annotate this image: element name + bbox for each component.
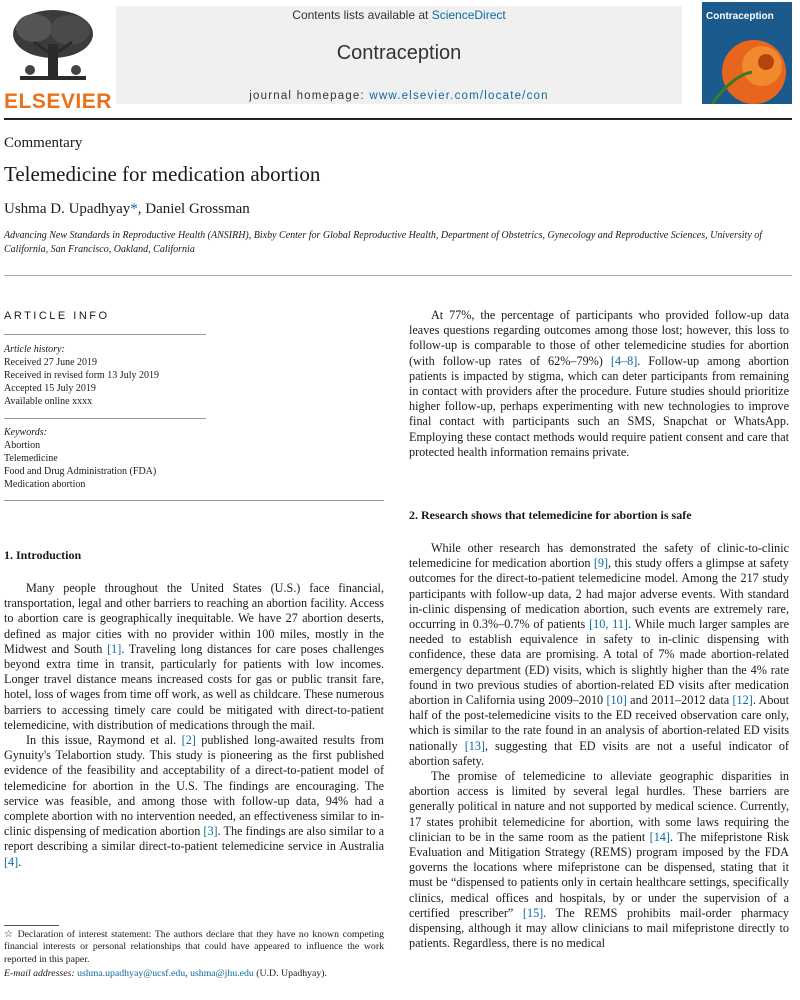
text-run: In this issue, Raymond et al. (26, 733, 182, 748)
email-separator: , (185, 968, 191, 979)
citation-link[interactable]: [2] (181, 733, 196, 748)
contents-prefix: Contents lists available at (292, 8, 432, 22)
author-upadhyay[interactable]: Ushma D. Upadhyay (4, 201, 131, 217)
text-run: Many people throughout the United States (U.S.) face financial, transportation, legal and other barriers to reaching an abortion facility. Access to abortion care is geographically inequitable. We have 27 abortion deserts, defined as major cities with no provider within 100 miles, mostly in the Midwest and South (4, 581, 384, 656)
text-run: . (18, 854, 22, 869)
keywords (4, 426, 204, 491)
elsevier-logo[interactable] (4, 6, 112, 113)
author-grossman[interactable]: , Daniel Grossman (137, 201, 250, 217)
cover-title: Contraception (706, 11, 774, 22)
history-item: Available online xxxx (4, 396, 93, 407)
affiliation-divider (4, 275, 792, 276)
text-run: . Follow-up among abortion patients is impacted by stigma, which can deter participants from remaining in contact with providers after the procedure. Future studies should prioritize higher follow-up, perhaps experimenting with new technologies to improve final contact with participants such an SMS, Snapchat or WhatsApp. Employing these contact methods would require patient consent and care that protected health information remains private. (409, 353, 789, 459)
author-list (4, 201, 250, 218)
text-run: . About half of the post-telemedicine visits to the ED received observation care only, which is similar to the rate found in an analysis of abortion-related ED visits nationally (409, 693, 790, 753)
intro-heading: 1. Introduction (4, 548, 82, 562)
text-run: . Traveling long distances for care poses challenges beyond extra time in transit, particularly for patients with low incomes. Longer travel distance means increased costs for gas or public transit fare, hotel, loss of wages from time off work, as well as childcare. These numerous barriers to accessing timely care could be mitigated with direct-to-patient telemedicine, with distribution of medications through the mail. (4, 641, 384, 732)
section-2-body (409, 541, 789, 951)
contents-line (116, 8, 682, 22)
header-divider (4, 118, 792, 120)
text-run: The promise of telemedicine to alleviate geographic disparities in abortion access is limited by several legal hurdles. These barriers are generally political in nature and not supported by medical science. Currently, 17 states prohibit telemedicine for abortion, with some laws requiring the clinician to be in the same room as the patient (409, 769, 789, 844)
email-link-ucsf[interactable]: ushma.upadhyay@ucsf.edu (77, 968, 186, 979)
text-run: While other research has demonstrated the safety of clinic-to-clinic telemedicine for medication abortion (409, 541, 789, 571)
citation-link[interactable]: [1] (107, 641, 122, 656)
info-bottom-divider (4, 500, 384, 501)
text-run: , suggesting that ED visits are not a useful indicator of abortion safety. (409, 738, 789, 768)
text-run: published long-awaited results from Gynuity's Telabortion study. This study is pioneering as the first published evidence of the feasibility and acceptability of a direct-to-patient model of telemedicine for abortion in the U.S. The findings are encouraging. The service was feasible, and among those with follow-up data, 94% had a complete abortion with no intervention needed, an effectiveness similar to in-clinic dispensing of medication abortion (4, 733, 384, 839)
citation-link[interactable]: [13] (464, 738, 485, 753)
affiliation: Advancing New Standards in Reproductive Health (ANSIRH), Bixby Center for Global Reproductive Health, Department of Obstetrics, Gynecology and Reproductive Sciences, University of California, San Francisco, Oakland, California (4, 230, 763, 255)
section-2-heading: 2. Research shows that telemedicine for abortion is safe (409, 508, 692, 522)
article-info-divider (4, 334, 206, 335)
homepage-line (116, 90, 682, 102)
text-run: . The mifepristone Risk Evaluation and Mitigation Strategy (REMS) program imposed by the FDA governs the locations where mifepristone can be dispensed, stating that it must be “dispensed to patients only in certain healthcare settings, specifically clinics, medical offices and hospitals, by or under the supervision of a certified prescriber” (409, 829, 789, 920)
text-run: . While much larger samples are needed to establish equivalence in safety to in-clinic dispensing with confidence, these data are promising. A total of 7% made abortion-related emergency department (ED) visits, which is slightly higher than the 4% rate found in two previous studies of abortion-related ED visits after medication abortion in California using 2009–2010 (409, 617, 789, 708)
citation-link[interactable]: [14] (649, 829, 670, 844)
article-info-heading: ARTICLE INFO (4, 310, 110, 322)
keyword-item: Abortion (4, 440, 41, 451)
homepage-prefix: journal homepage: (249, 90, 370, 102)
article-history (4, 343, 204, 408)
citation-link[interactable]: [10] (606, 693, 627, 708)
sciencedirect-link[interactable]: ScienceDirect (431, 8, 506, 22)
email-label: E-mail addresses: (4, 968, 78, 979)
text-run: , this study offers a glimpse at safety outcomes for the direct-to-patient telemedicine model. Among the 217 study participants with follow-up data, 2 had major adverse events. With standard in-clinic dispensing of medication abortion, such events are extremely rare, occurring in 0.3%–0.7% of patients (409, 556, 789, 632)
citation-link[interactable]: [4] (4, 854, 19, 869)
flower-icon (702, 26, 792, 104)
followup-body (409, 308, 789, 460)
elsevier-tree-icon (4, 6, 102, 90)
intro-paragraph-2 (4, 733, 384, 870)
keywords-label: Keywords: (4, 427, 47, 438)
citation-link[interactable]: [9] (593, 556, 609, 571)
email-suffix: (U.D. Upadhyay). (253, 968, 327, 979)
safety-paragraph (409, 541, 789, 769)
text-run: and 2011–2012 data (626, 693, 733, 708)
keyword-item: Medication abortion (4, 479, 86, 490)
citation-link[interactable]: [4–8] (610, 353, 638, 368)
text-run: . The findings are also similar to a report describing a similar direct-to-patient telemedicine service in Australia (4, 824, 384, 854)
citation-link[interactable]: [15] (522, 905, 544, 920)
homepage-link[interactable]: www.elsevier.com/locate/con (369, 90, 549, 102)
citation-link[interactable]: [12] (732, 693, 753, 708)
keyword-item: Telemedicine (4, 453, 58, 464)
promise-paragraph (409, 769, 789, 951)
history-item: Received 27 June 2019 (4, 357, 98, 368)
history-label: Article history: (4, 344, 65, 355)
history-item: Received in revised form 13 July 2019 (4, 370, 159, 381)
text-run: . The REMS prohibits mail-order pharmacy dispensing, although it may allow clinicians to mail mifepristone directly to patients. Regardless, there is no medical (409, 905, 789, 951)
interest-footnote: ☆ Declaration of interest statement: The authors declare that they have no known competing financial interests or personal relationships that could have appeared to influence the work reported in this paper. (4, 929, 384, 965)
corresponding-author-mark[interactable]: * (130, 201, 138, 217)
journal-cover[interactable] (702, 2, 792, 104)
article-title: Telemedicine for medication abortion (4, 162, 321, 186)
journal-banner (116, 6, 682, 104)
intro-paragraph-1 (4, 581, 384, 733)
text-run: At 77%, the percentage of participants who provided follow-up data leaves questions regarding outcomes among those lost; however, this loss to follow-up is comparable to those of other telemedicine studies for abortion (with follow-up rates of 62%–79%) (409, 308, 789, 368)
footnote-divider (4, 925, 59, 926)
intro-body (4, 581, 384, 870)
keywords-divider (4, 418, 206, 419)
journal-title[interactable]: Contraception (336, 42, 462, 64)
publisher-name: ELSEVIER (4, 90, 112, 113)
history-item: Accepted 15 July 2019 (4, 383, 96, 394)
citation-link[interactable]: [10, 11] (589, 617, 628, 632)
email-addresses (4, 968, 384, 979)
article-type: Commentary (4, 135, 83, 151)
followup-paragraph (409, 308, 789, 460)
citation-link[interactable]: [3] (203, 824, 218, 839)
keyword-item: Food and Drug Administration (FDA) (4, 466, 157, 477)
email-link-jhu[interactable]: ushma@jhu.edu (190, 968, 254, 979)
